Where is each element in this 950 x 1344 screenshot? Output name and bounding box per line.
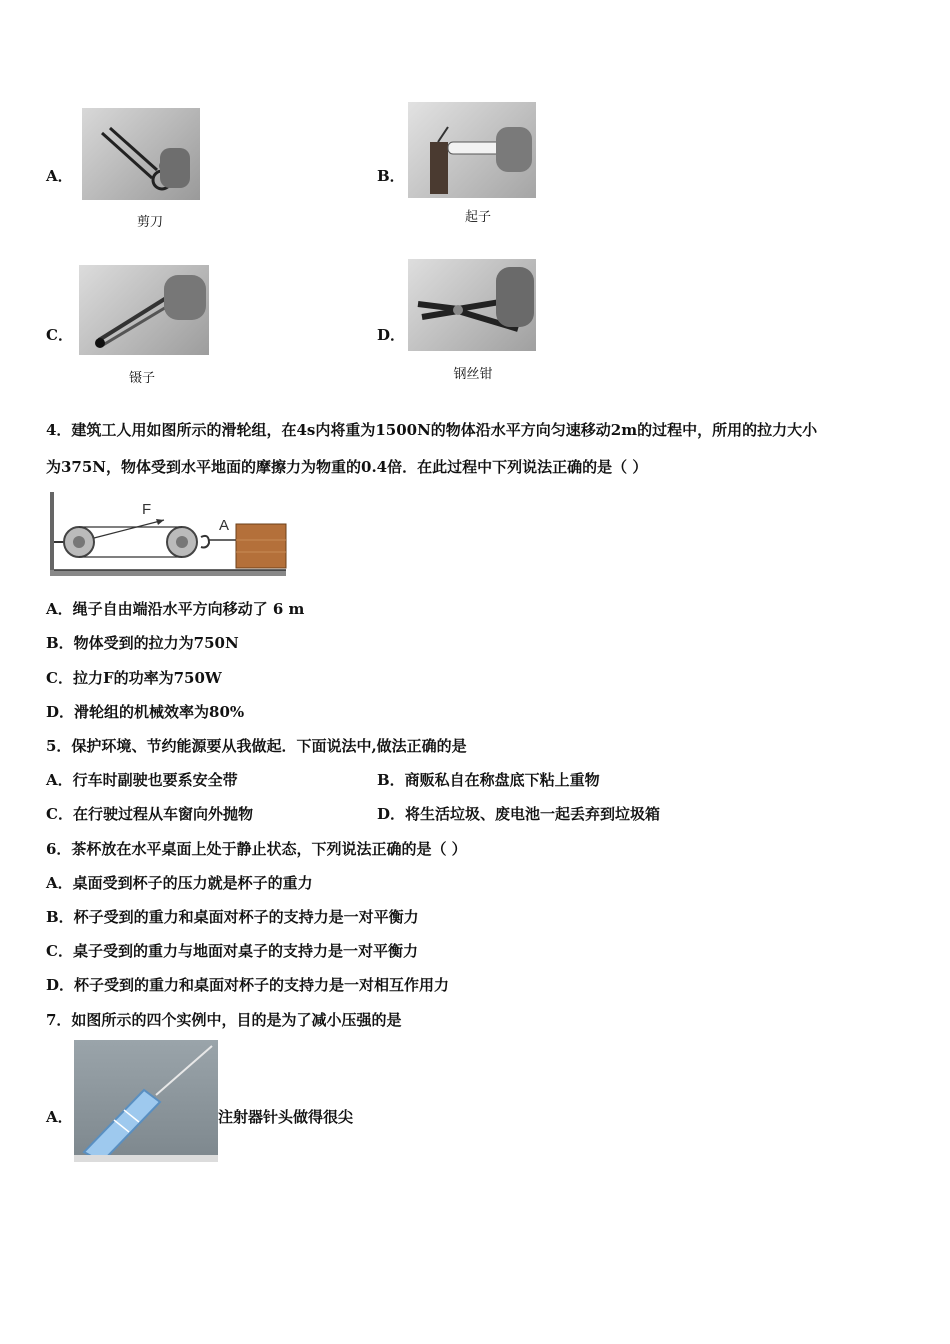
q6-option-d[interactable]: D．杯子受到的重力和桌面对杯子的支持力是一对相互作用力 bbox=[46, 976, 450, 994]
q7-option-a-letter: A． bbox=[46, 1108, 73, 1126]
tweezers-image bbox=[79, 265, 209, 355]
syringe-image bbox=[74, 1040, 218, 1162]
q7-stem: 7．如图所示的四个实例中，目的是为了减小压强的是 bbox=[46, 1011, 402, 1029]
option-a-letter: A． bbox=[46, 167, 73, 185]
q6-option-a[interactable]: A．桌面受到杯子的压力就是杯子的重力 bbox=[46, 874, 313, 892]
q5-option-b[interactable]: B．商贩私自在称盘底下粘上重物 bbox=[377, 771, 600, 789]
force-arrow bbox=[94, 520, 164, 538]
q5-option-c[interactable]: C．在行驶过程从车窗向外抛物 bbox=[46, 805, 253, 823]
bottle-opener-caption: 起子 bbox=[464, 210, 491, 225]
bottle-opener-icon bbox=[408, 102, 536, 198]
q5-option-a[interactable]: A．行车时副驶也要系安全带 bbox=[46, 771, 238, 789]
q4-option-c[interactable]: C．拉力F的功率为750W bbox=[46, 669, 222, 687]
q5-stem: 5．保护环境、节约能源要从我做起．下面说法中,做法正确的是 bbox=[46, 737, 467, 755]
force-label: F bbox=[142, 501, 152, 518]
pulley-diagram bbox=[46, 492, 290, 580]
scissors-image bbox=[82, 108, 200, 200]
wall bbox=[50, 492, 54, 576]
pliers-caption: 钢丝钳 bbox=[453, 367, 493, 382]
wooden-block bbox=[236, 524, 286, 568]
q4-option-b[interactable]: B．物体受到的拉力为750N bbox=[46, 634, 239, 652]
option-c-letter: C． bbox=[46, 326, 73, 344]
q7-option-a-text[interactable]: 注射器针头做得很尖 bbox=[218, 1108, 354, 1126]
ground bbox=[50, 570, 286, 576]
pliers-icon bbox=[408, 259, 536, 351]
option-b-letter: B． bbox=[377, 167, 405, 185]
q4-option-d[interactable]: D．滑轮组的机械效率为80% bbox=[46, 703, 245, 721]
q6-option-b[interactable]: B．杯子受到的重力和桌面对杯子的支持力是一对平衡力 bbox=[46, 908, 419, 926]
syringe-icon bbox=[74, 1040, 218, 1162]
option-d-letter: D． bbox=[377, 326, 406, 344]
bottle-opener-image bbox=[408, 102, 536, 198]
scissors-icon bbox=[82, 108, 200, 200]
scissors-caption: 剪刀 bbox=[136, 215, 163, 230]
q4-stem-line2: 为375N，物体受到水平地面的摩擦力为物重的0.4倍．在此过程中下列说法正确的是（ ） bbox=[46, 458, 648, 476]
point-a-label: A bbox=[219, 517, 230, 534]
q4-stem-line1: 4．建筑工人用如图所示的滑轮组，在4s内将重为1500N的物体沿水平方向匀速移动2m的过程中，所用的拉力大小 bbox=[46, 421, 818, 439]
q4-option-a[interactable]: A．绳子自由端沿水平方向移动了 6 m bbox=[46, 600, 305, 618]
tweezers-caption: 镊子 bbox=[128, 371, 155, 386]
pliers-image bbox=[408, 259, 536, 351]
q5-option-d[interactable]: D．将生活垃圾、废电池一起丢弃到垃圾箱 bbox=[377, 805, 661, 823]
q6-stem: 6．茶杯放在水平桌面上处于静止状态，下列说法正确的是（ ） bbox=[46, 840, 467, 858]
q6-option-c[interactable]: C．桌子受到的重力与地面对桌子的支持力是一对平衡力 bbox=[46, 942, 418, 960]
tweezers-icon bbox=[79, 265, 209, 355]
